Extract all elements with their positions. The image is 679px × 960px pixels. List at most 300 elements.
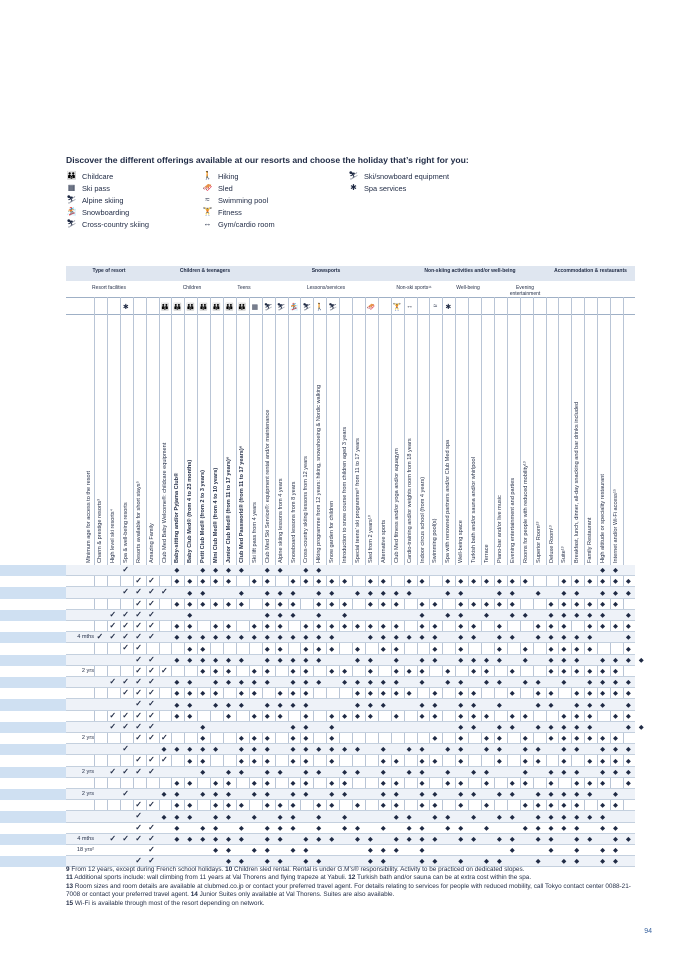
diamond-mark: ◆ [393, 690, 399, 698]
check-mark: ✓ [148, 822, 155, 832]
diamond-mark: ◆ [509, 847, 515, 855]
diamond-mark: ◆ [367, 667, 373, 675]
check-mark: ✓ [135, 621, 142, 630]
table-group-header [66, 266, 635, 281]
alpine-skiing-icon: ⛷ [66, 195, 77, 204]
table-row [66, 610, 635, 621]
diamond-mark: ◆ [548, 667, 554, 675]
diamond-mark: ◆ [471, 600, 477, 608]
diamond-mark: ◆ [290, 824, 296, 832]
diamond-mark: ◆ [600, 802, 606, 810]
diamond-mark: ◆ [406, 634, 412, 642]
diamond-mark: ◆ [393, 712, 399, 720]
diamond-mark: ◆ [458, 634, 464, 642]
column-icon: ⛷ [263, 304, 273, 311]
diamond-mark: ◆ [600, 813, 606, 821]
diamond-mark: ◆ [393, 667, 399, 675]
diamond-mark: ◆ [380, 623, 386, 631]
diamond-mark: ◆ [574, 779, 580, 787]
diamond-mark: ◆ [432, 645, 438, 653]
diamond-mark: ◆ [200, 824, 206, 832]
diamond-mark: ◆ [200, 589, 206, 597]
diamond-mark: ◆ [393, 835, 399, 843]
diamond-mark: ◆ [458, 746, 464, 754]
diamond-mark: ◆ [277, 701, 283, 709]
diamond-mark: ◆ [393, 634, 399, 642]
diamond-mark: ◆ [535, 679, 541, 687]
diamond-mark: ◆ [432, 634, 438, 642]
diamond-mark: ◆ [522, 802, 528, 810]
diamond-mark: ◆ [213, 701, 219, 709]
diamond-mark: ◆ [509, 611, 515, 619]
diamond-mark: ◆ [600, 567, 606, 575]
diamond-mark: ◆ [458, 656, 464, 664]
diamond-mark: ◆ [496, 757, 502, 765]
diamond-mark: ◆ [213, 802, 219, 810]
diamond-mark: ◆ [329, 723, 335, 731]
diamond-mark: ◆ [548, 768, 554, 776]
table-row [66, 755, 635, 766]
check-mark: ✓ [148, 621, 155, 630]
diamond-mark: ◆ [380, 634, 386, 642]
diamond-mark: ◆ [574, 634, 580, 642]
diamond-mark: ◆ [419, 768, 425, 776]
row-min-age: 2 yrs [81, 791, 94, 797]
diamond-mark: ◆ [522, 679, 528, 687]
diamond-mark: ◆ [458, 701, 464, 709]
diamond-mark: ◆ [213, 813, 219, 821]
diamond-mark: ◆ [264, 645, 270, 653]
diamond-mark: ◆ [174, 802, 180, 810]
diamond-mark: ◆ [484, 735, 489, 743]
diamond-mark: ◆ [213, 824, 219, 832]
diamond-mark: ◆ [625, 746, 631, 754]
diamond-mark: ◆ [574, 656, 580, 664]
diamond-mark: ◆ [548, 824, 554, 832]
diamond-mark: ◆ [329, 645, 335, 653]
diamond-mark: ◆ [574, 746, 580, 754]
diamond-mark: ◆ [303, 701, 309, 709]
check-mark: ✓ [148, 677, 155, 686]
diamond-mark: ◆ [393, 757, 399, 765]
legend-label: Spa services [364, 183, 407, 193]
diamond-mark: ◆ [600, 847, 606, 855]
column-header-text: Family Restaurant [587, 517, 594, 563]
diamond-mark: ◆ [200, 768, 206, 776]
diamond-mark: ◆ [574, 645, 580, 653]
check-mark: ✓ [122, 677, 129, 686]
diamond-mark: ◆ [367, 835, 373, 843]
diamond-mark: ◆ [535, 858, 541, 866]
diamond-mark: ◆ [380, 645, 386, 653]
check-mark: ✓ [122, 789, 129, 798]
diamond-mark: ◆ [174, 623, 180, 631]
column-header [598, 315, 606, 565]
diamond-mark: ◆ [445, 779, 451, 787]
row-band [0, 565, 66, 576]
diamond-mark: ◆ [342, 578, 348, 586]
column-header [495, 315, 503, 565]
diamond-mark: ◆ [290, 746, 296, 754]
diamond-mark: ◆ [213, 746, 219, 754]
subgroup-header: Evening entertainment [509, 285, 541, 297]
diamond-mark: ◆ [264, 802, 270, 810]
diamond-mark: ◆ [613, 746, 618, 754]
diamond-mark: ◆ [535, 802, 541, 810]
diamond-mark: ◆ [625, 611, 631, 619]
footnotes [66, 866, 636, 908]
diamond-mark: ◆ [355, 623, 360, 631]
check-mark: ✓ [148, 856, 155, 866]
diamond-mark: ◆ [174, 746, 180, 754]
column-header-text: Minimum age for access to the resort [86, 470, 92, 563]
table-row [66, 576, 635, 587]
footnote-number: 9 [66, 866, 70, 873]
column-header [482, 315, 490, 565]
diamond-mark: ◆ [613, 768, 618, 776]
diamond-mark: ◆ [393, 847, 399, 855]
diamond-mark: ◆ [277, 634, 283, 642]
column-header [134, 315, 142, 565]
column-header [327, 315, 335, 565]
diamond-mark: ◆ [613, 802, 618, 810]
diamond-mark: ◆ [625, 757, 631, 765]
diamond-mark: ◆ [419, 791, 425, 799]
diamond-mark: ◆ [574, 847, 580, 855]
diamond-mark: ◆ [174, 791, 180, 799]
diamond-mark: ◆ [226, 813, 231, 821]
diamond-mark: ◆ [548, 690, 554, 698]
diamond-mark: ◆ [574, 768, 580, 776]
diamond-mark: ◆ [471, 701, 477, 709]
check-mark: ✓ [148, 721, 155, 731]
diamond-mark: ◆ [587, 735, 593, 743]
diamond-mark: ◆ [613, 824, 618, 832]
diamond-mark: ◆ [342, 768, 348, 776]
diamond-mark: ◆ [303, 858, 309, 866]
diamond-mark: ◆ [367, 589, 373, 597]
check-mark: ✓ [135, 609, 142, 619]
footnote-text: From 12 years, except during French school holidays. [69, 866, 226, 873]
column-header-text: Club Med Ski Service®: equipment rental and/or maintenance [264, 409, 271, 563]
diamond-mark: ◆ [600, 746, 606, 754]
diamond-mark: ◆ [561, 757, 567, 765]
column-header [172, 315, 180, 565]
diamond-mark: ◆ [587, 757, 593, 765]
column-header-text: Club Med Passworld® (from 11 to 17 years)⁶ [238, 445, 245, 563]
diamond-mark: ◆ [548, 847, 554, 855]
legend-label: Fitness [218, 207, 242, 217]
diamond-mark: ◆ [200, 735, 206, 743]
footnote-number: 13 [66, 882, 74, 890]
diamond-mark: ◆ [355, 645, 360, 653]
diamond-mark: ◆ [161, 791, 167, 799]
diamond-mark: ◆ [613, 567, 618, 575]
check-mark: ✓ [148, 845, 155, 854]
diamond-mark: ◆ [238, 589, 244, 597]
column-header [392, 315, 400, 565]
diamond-mark: ◆ [471, 578, 477, 586]
diamond-mark: ◆ [303, 690, 309, 698]
diamond-mark: ◆ [380, 690, 386, 698]
diamond-mark: ◆ [264, 757, 270, 765]
diamond-mark: ◆ [238, 701, 244, 709]
diamond-mark: ◆ [484, 779, 489, 787]
legend-item [348, 171, 528, 181]
diamond-mark: ◆ [587, 813, 593, 821]
diamond-mark: ◆ [251, 690, 257, 698]
row-band [0, 655, 66, 666]
diamond-mark: ◆ [613, 656, 618, 664]
legend-label: Gym/cardio room [218, 219, 275, 229]
diamond-mark: ◆ [458, 679, 464, 687]
diamond-mark: ◆ [458, 712, 464, 720]
diamond-mark: ◆ [290, 667, 296, 675]
diamond-mark: ◆ [367, 712, 373, 720]
diamond-mark: ◆ [355, 679, 360, 687]
diamond-mark: ◆ [329, 712, 335, 720]
diamond-mark: ◆ [251, 847, 257, 855]
diamond-mark: ◆ [251, 791, 257, 799]
subgroup-header: Well-being [456, 285, 480, 291]
diamond-mark: ◆ [290, 791, 296, 799]
check-mark: ✓ [135, 800, 142, 810]
row-min-age: 2 yrs [81, 667, 94, 674]
check-mark: ✓ [135, 643, 142, 653]
table-row [66, 800, 635, 811]
diamond-mark: ◆ [200, 667, 206, 675]
column-header-text: Well-being space [458, 520, 465, 563]
diamond-mark: ◆ [200, 835, 206, 843]
check-mark: ✓ [109, 710, 116, 720]
diamond-mark: ◆ [561, 600, 567, 608]
diamond-mark: ◆ [600, 656, 606, 664]
diamond-mark: ◆ [187, 779, 193, 787]
check-mark: ✓ [148, 833, 155, 843]
diamond-mark: ◆ [522, 824, 528, 832]
diamond-mark: ◆ [419, 623, 425, 631]
diamond-mark: ◆ [496, 623, 502, 631]
column-header-text: Terrace [484, 544, 490, 563]
diamond-mark: ◆ [187, 813, 193, 821]
column-header-text: Mini Club Med® (from 4 to 10 years) [213, 467, 220, 563]
diamond-mark: ◆ [264, 656, 270, 664]
diamond-mark: ◆ [625, 701, 631, 709]
check-mark: ✓ [122, 721, 129, 731]
diamond-mark: ◆ [419, 835, 425, 843]
diamond-mark: ◆ [290, 589, 296, 597]
diamond-mark: ◆ [432, 757, 438, 765]
diamond-mark: ◆ [509, 835, 515, 843]
diamond-mark: ◆ [419, 858, 425, 866]
diamond-mark: ◆ [277, 690, 283, 698]
diamond-mark: ◆ [471, 791, 477, 799]
diamond-mark: ◆ [561, 667, 567, 675]
diamond-mark: ◆ [471, 690, 477, 698]
diamond-mark: ◆ [600, 757, 606, 765]
row-band [0, 811, 66, 822]
diamond-mark: ◆ [496, 813, 502, 821]
diamond-mark: ◆ [367, 578, 373, 586]
diamond-mark: ◆ [380, 791, 386, 799]
diamond-mark: ◆ [561, 791, 567, 799]
column-icon: ⛷ [302, 304, 312, 311]
diamond-mark: ◆ [419, 802, 425, 810]
fitness-icon: 🏋 [202, 207, 213, 216]
diamond-mark: ◆ [458, 757, 464, 765]
diamond-mark: ◆ [625, 723, 631, 731]
diamond-mark: ◆ [238, 567, 244, 575]
diamond-mark: ◆ [613, 667, 618, 675]
column-header-text: Evening entertainment and parties [509, 477, 516, 563]
column-header [559, 315, 567, 565]
diamond-mark: ◆ [496, 656, 502, 664]
diamond-mark: ◆ [226, 791, 231, 799]
diamond-mark: ◆ [367, 600, 373, 608]
diamond-mark: ◆ [458, 858, 464, 866]
row-min-age: 4 mths [77, 634, 94, 641]
diamond-mark: ◆ [238, 634, 244, 642]
diamond-mark: ◆ [548, 723, 554, 731]
diamond-mark: ◆ [187, 645, 193, 653]
diamond-mark: ◆ [600, 600, 606, 608]
diamond-mark: ◆ [509, 712, 515, 720]
column-header-text: Junior Club Med® (from 11 to 17 years)⁶ [226, 456, 232, 563]
diamond-mark: ◆ [509, 813, 515, 821]
diamond-mark: ◆ [496, 679, 502, 687]
diamond-mark: ◆ [290, 611, 296, 619]
diamond-mark: ◆ [329, 746, 335, 754]
diamond-mark: ◆ [277, 712, 283, 720]
diamond-mark: ◆ [587, 600, 593, 608]
column-header [108, 315, 116, 565]
diamond-mark: ◆ [303, 623, 309, 631]
diamond-mark: ◆ [522, 611, 528, 619]
diamond-mark: ◆ [200, 746, 206, 754]
diamond-mark: ◆ [561, 645, 567, 653]
diamond-mark: ◆ [264, 701, 270, 709]
check-mark: ✓ [135, 699, 142, 709]
diamond-mark: ◆ [264, 779, 270, 787]
diamond-mark: ◆ [329, 623, 335, 631]
diamond-mark: ◆ [367, 623, 373, 631]
diamond-mark: ◆ [445, 589, 451, 597]
childcare-icon: 👪 [66, 171, 77, 180]
diamond-mark: ◆ [264, 567, 270, 575]
diamond-mark: ◆ [458, 589, 464, 597]
diamond-mark: ◆ [238, 746, 244, 754]
diamond-mark: ◆ [329, 791, 335, 799]
page-number: 94 [644, 928, 652, 935]
diamond-mark: ◆ [587, 578, 593, 586]
column-icon: 🏋 [392, 304, 402, 311]
diamond-mark: ◆ [303, 779, 309, 787]
legend-item [202, 207, 348, 217]
diamond-mark: ◆ [509, 779, 515, 787]
legend-label: Snowboarding [82, 207, 130, 217]
diamond-mark: ◆ [393, 645, 399, 653]
diamond-mark: ◆ [509, 600, 515, 608]
diamond-mark: ◆ [251, 813, 257, 821]
column-header [469, 315, 477, 565]
check-mark: ✓ [148, 688, 155, 698]
diamond-mark: ◆ [419, 634, 425, 642]
diamond-mark: ◆ [574, 600, 580, 608]
column-header-text: Turkish bath and/or sauna and/or whirlpool [471, 457, 478, 563]
column-header-text: Swimming pool(s) [432, 518, 439, 563]
diamond-mark: ◆ [303, 667, 309, 675]
diamond-mark: ◆ [187, 802, 193, 810]
diamond-mark: ◆ [264, 847, 270, 855]
diamond-mark: ◆ [213, 690, 219, 698]
column-header [289, 315, 297, 565]
diamond-mark: ◆ [625, 634, 631, 642]
diamond-mark: ◆ [264, 735, 270, 743]
diamond-mark: ◆ [367, 858, 373, 866]
diamond-mark: ◆ [625, 779, 631, 787]
diamond-mark: ◆ [329, 578, 335, 586]
diamond-mark: ◆ [213, 779, 219, 787]
diamond-mark: ◆ [535, 746, 541, 754]
diamond-mark: ◆ [484, 858, 489, 866]
check-mark: ✓ [135, 688, 142, 698]
row-band [0, 856, 66, 867]
check-mark: ✓ [122, 621, 129, 630]
column-header [456, 315, 464, 565]
diamond-mark: ◆ [329, 757, 335, 765]
diamond-mark: ◆ [342, 824, 348, 832]
diamond-mark: ◆ [535, 723, 541, 731]
column-header-text: Suite¹³ [561, 546, 568, 563]
diamond-mark: ◆ [574, 667, 580, 675]
diamond-mark: ◆ [471, 813, 477, 821]
diamond-mark: ◆ [471, 634, 477, 642]
check-mark: ✓ [122, 609, 129, 619]
diamond-mark: ◆ [496, 746, 502, 754]
diamond-mark: ◆ [290, 634, 296, 642]
diamond-mark: ◆ [277, 567, 283, 575]
diamond-mark: ◆ [625, 623, 631, 631]
table-row [66, 565, 635, 576]
check-mark: ✓ [135, 665, 142, 675]
table-subgroup-header [66, 281, 635, 297]
diamond-mark: ◆ [329, 600, 335, 608]
legend-label: Swimming pool [218, 195, 269, 205]
column-header-text: Petit Club Med® (from 2 to 3 years) [200, 469, 207, 563]
diamond-mark: ◆ [574, 791, 580, 799]
table-row [66, 587, 635, 598]
diamond-mark: ◆ [432, 858, 438, 866]
diamond-mark: ◆ [496, 835, 502, 843]
diamond-mark: ◆ [496, 723, 502, 731]
legend-label: Alpine skiing [82, 195, 124, 205]
diamond-mark: ◆ [251, 578, 257, 586]
diamond-mark: ◆ [380, 578, 386, 586]
diamond-mark: ◆ [509, 634, 515, 642]
diamond-mark: ◆ [458, 779, 464, 787]
diamond-mark: ◆ [264, 667, 270, 675]
diamond-mark: ◆ [277, 656, 283, 664]
diamond-mark: ◆ [213, 667, 219, 675]
diamond-mark: ◆ [238, 600, 244, 608]
diamond-mark: ◆ [342, 679, 348, 687]
diamond-mark: ◆ [613, 690, 618, 698]
column-header-text: Spa & well-being resorts [122, 502, 129, 563]
diamond-mark: ◆ [548, 623, 554, 631]
check-mark: ✓ [148, 576, 155, 586]
legend-item [66, 171, 202, 181]
diamond-mark: ◆ [445, 746, 451, 754]
